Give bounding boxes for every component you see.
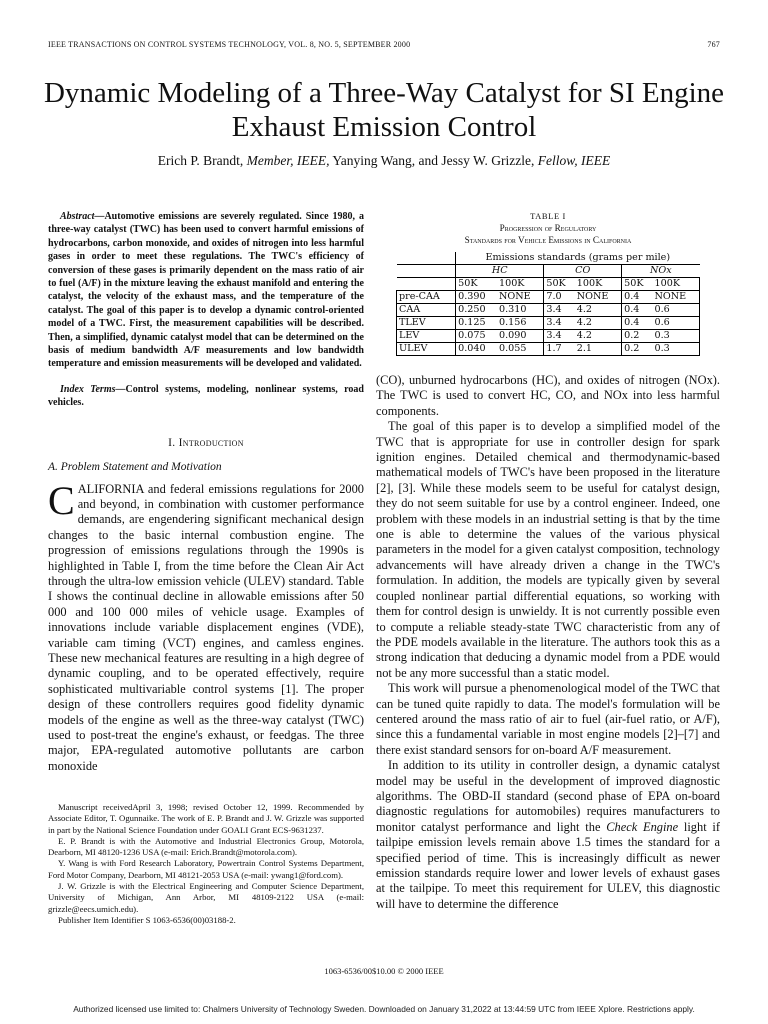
body-paragraph-continued: (CO), unburned hydrocarbons (HC), and oxides of nitrogen (NOx). The TWC is used to convert HC, CO, and NOx into less harmful components. [376, 373, 720, 418]
table-caption-header: Emissions standards (grams per mile) [456, 252, 700, 265]
body-paragraph-goal: The goal of this paper is to develop a simplified model of the TWC that is appropriate for use in controller design for spark ignition engines. Detailed chemical and thermodynamic-based mathematical models of TWC's have been proposed in the literature [2], [3]. While these models seem to be useful for catalyst design, they do not seem suitable for use by a control engineer. Indeed, one problem with these models in an industrial setting is that by the time one is able to determine the values of the various physical parameters in the model for a given catalyst composition, technology advancements will have already driven a change in the TWC's formulation. In addition, the models are typically given by several coupled nonlinear partial differential equations, so working with them for control design is unwieldy. It is not currently possible even to compute a reliable steady-state TWC characteristic from any of the PDE models available in the literature. The authors took this as a strong indication that deducing a dynamic model from a PDE would not be any more successful than a static model. [376, 419, 720, 680]
table-cell: 3.4 [544, 317, 575, 330]
author-3-role: Fellow, IEEE [537, 153, 611, 168]
table-title-line-1: Progression of Regulatory [499, 223, 597, 233]
table-cell: 0.3 [653, 330, 700, 343]
group-co: CO [544, 265, 622, 278]
index-terms-label: Index Terms— [60, 383, 126, 395]
subheader: 100K [653, 278, 700, 291]
table-corner-2 [397, 265, 456, 278]
section-heading: I. Introduction [168, 436, 244, 449]
table-row [397, 317, 700, 330]
table-cell: 3.4 [544, 330, 575, 343]
group-nox: NOx [622, 265, 700, 278]
running-header [48, 40, 720, 49]
subheader: 50K [622, 278, 653, 291]
intro-paragraph [48, 477, 364, 775]
table-cell: 0.2 [622, 343, 653, 356]
table-corner [397, 252, 456, 265]
index-terms [48, 383, 364, 410]
table-cell: 3.4 [544, 304, 575, 317]
table-corner-3 [397, 278, 456, 291]
footnote-grizzle: J. W. Grizzle is with the Electrical Engineering and Computer Science Department, University of Michigan, Ann Arbor, MI 48109-2122 USA (e-mail: grizzle@eecs.umich.edu). [48, 881, 364, 914]
subsection-heading: A. Problem Statement and Motivation [48, 461, 222, 474]
footnote-manuscript: Manuscript receivedApril 3, 1998; revised October 12, 1999. Recommended by Associate Editor, T. Ogunnaike. The work of E. P. Brandt and J. W. Grizzle was supported in part by the National Science Foundation under GOALI Grant ECS-9631237. [48, 802, 364, 835]
table-cell: 0.390 [456, 291, 497, 304]
table-label: TABLE I [530, 211, 566, 221]
table-cell: 0.2 [622, 330, 653, 343]
abstract-label: Abstract— [60, 211, 105, 222]
license-notice: Authorized licensed use limited to: Chalmers University of Technology Sweden. Downloaded on January 31,2022 at 13:44:59 UTC from IEEE Xplore. Restrictions apply. [73, 1004, 695, 1014]
author-1-role: Member, IEEE, [246, 153, 330, 168]
table-cell: 0.090 [497, 330, 544, 343]
emissions-table [396, 252, 700, 356]
left-column [48, 210, 364, 774]
table-cell: 0.125 [456, 317, 497, 330]
table-row [397, 304, 700, 317]
table-cell: 4.2 [575, 304, 622, 317]
subheader: 50K [544, 278, 575, 291]
author-2-3: Yanying Wang, and Jessy W. Grizzle, [332, 153, 535, 168]
table-cell: 2.1 [575, 343, 622, 356]
table-cell: 0.6 [653, 317, 700, 330]
table-cell: 0.250 [456, 304, 497, 317]
check-engine-term: Check Engine [606, 819, 679, 834]
table-row [397, 291, 700, 304]
table-row [397, 330, 700, 343]
right-column [376, 373, 720, 912]
footnotes [48, 802, 364, 926]
table-caption [376, 210, 720, 246]
table-cell: 0.310 [497, 304, 544, 317]
page-number: 767 [707, 40, 720, 49]
table-cell: 0.040 [456, 343, 497, 356]
row-label: TLEV [397, 317, 456, 330]
table-cell: NONE [653, 291, 700, 304]
table-cell: NONE [575, 291, 622, 304]
table-cell: NONE [497, 291, 544, 304]
intro-text: ALIFORNIA and federal emissions regulations for 2000 and beyond, in combination with customer performance demands, are engendering significant mechanical design changes to the basic internal combustion engine. The progression of emissions regulations through the 1990s is highlighted in Table I, from the time before the Clean Air Act through the ultra-low emission vehicle (ULEV) standard. Table I shows the continual decline in allowable emissions after 50 000 and 100 000 miles of vehicle usage. Examples of innovations include variable displacement engines (VDE), variable cam timing (VCT) engines, and camless engines. These new mechanical features are resulting in a high degree of dynamic coupling, and to be operated effectively, require sophisticated multivariable control systems [1]. The proper design of these controllers requires good fidelity dynamic models of the engine as well as the three-way catalyst (TWC) used to post-treat the engine's exhaust, or feedgas. The three major, EPA-regulated automotive pollutants are carbon monoxide [48, 481, 364, 773]
paper-title: Dynamic Modeling of a Three-Way Catalyst for SI Engine Exhaust Emission Control [43, 77, 725, 143]
table-cell: 0.4 [622, 304, 653, 317]
group-hc: HC [456, 265, 544, 278]
table-cell: 0.4 [622, 317, 653, 330]
abstract-text: Automotive emissions are severely regulated. Since 1980, a three-way catalyst (TWC) has been used to convert harmful emissions of hydrocarbons, carbon monoxide, and oxides of nitrogen into less harmful gases in order to meet these regulations. The TWC's efficiency of conversion of these gases is primarily dependent on the mass ratio of air to fuel (A/F) in the mixture leaving the exhaust manifold and entering the catalyst, the velocity of the exhaust mass, and the temperature of the catalyst. The goal of this paper is to develop a dynamic control-oriented model of a TWC. First, the measurement capabilities will be described. Then, a simplified, dynamic catalyst model that can be determined on the basis of medium bandwidth A/F measurements and low bandwidth temperature and emission measurements will be developed and validated. [48, 211, 364, 370]
table-cell: 0.4 [622, 291, 653, 304]
footnote-pii: Publisher Item Identifier S 1063-6536(00)03188-2. [58, 914, 236, 925]
body-paragraph-approach: This work will pursue a phenomenological model of the TWC that can be tuned quite rapidly to data. The model's formulation will be centered around the mass ratio of air to fuel (air-fuel ratio, or A/F), since this a fundamental variable in most engine models [2]–[7] and there exist standard sensors for on-board A/F measurement. [376, 681, 720, 757]
row-label: pre-CAA [397, 291, 456, 304]
table-cell: 1.7 [544, 343, 575, 356]
publication-id: 1063-6536/00$10.00 © 2000 IEEE [324, 966, 444, 976]
drop-cap: C [48, 477, 75, 523]
diagnostics-text-a: In addition to its utility in controller design, a dynamic catalyst model may be useful in the development of improved diagnostic algorithms. The OBD-II standard (second phase of EPA on-board diagnostic regulations for automobiles) requires manufacturers to monitor catalyst performance and light the [376, 758, 720, 834]
index-terms-text: Control systems, modeling, nonlinear systems, road vehicles. [48, 383, 364, 409]
author-1: Erich P. Brandt, [157, 153, 244, 168]
abstract [48, 210, 364, 371]
subheader: 100K [575, 278, 622, 291]
footnote-brandt: E. P. Brandt is with the Automotive and Industrial Electronics Group, Motorola, Dearborn, MI 48120-1236 USA (e-mail: Erich.Brandt@motorola.com). [48, 835, 364, 858]
table-title-line-2: Standards for Vehicle Emissions in California [464, 235, 632, 245]
body-paragraph-diagnostics [376, 758, 720, 912]
row-label: ULEV [397, 343, 456, 356]
table-cell: 7.0 [544, 291, 575, 304]
table-cell: 4.2 [575, 317, 622, 330]
journal-name: IEEE TRANSACTIONS ON CONTROL SYSTEMS TECHNOLOGY, VOL. 8, NO. 5, SEPTEMBER 2000 [48, 40, 411, 49]
footnote-wang: Y. Wang is with Ford Research Laboratory, Powertrain Control Systems Department, Ford Motor Company, Dearborn, MI 48121-2053 USA (e-mail: ywang1@ford.com). [48, 858, 364, 880]
subheader: 100K [497, 278, 544, 291]
row-label: LEV [397, 330, 456, 343]
table-cell: 0.6 [653, 304, 700, 317]
table-cell: 0.055 [497, 343, 544, 356]
author-line [0, 153, 768, 169]
table-cell: 0.3 [653, 343, 700, 356]
diagnostics-text-b: light if tailpipe emission levels remain above 1.5 times the standard for a specified period of time. This is increasingly difficult as newer emission standards require lower and lower levels of exhaust gases at the tailpipe. To meet this requirement for ULEV, this diagnostic will have to determine the difference [376, 819, 721, 911]
table-row [397, 343, 700, 356]
table-cell: 4.2 [575, 330, 622, 343]
subheader: 50K [456, 278, 497, 291]
table-cell: 0.075 [456, 330, 497, 343]
row-label: CAA [397, 304, 456, 317]
table-cell: 0.156 [497, 317, 544, 330]
